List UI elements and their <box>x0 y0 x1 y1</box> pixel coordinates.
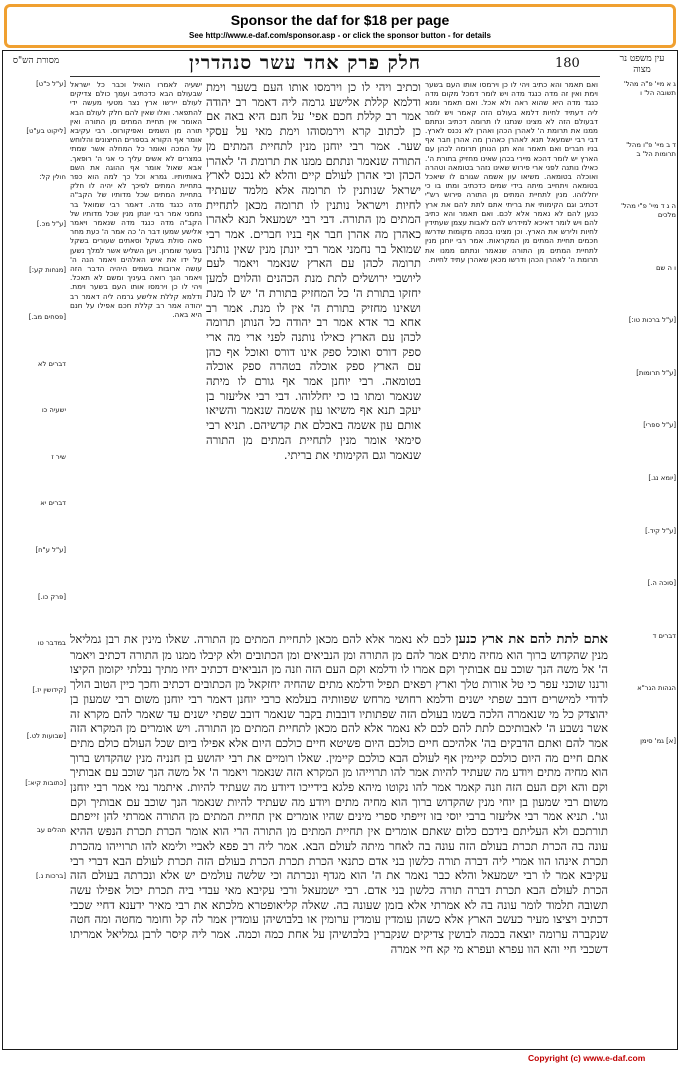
right-margin-note: [ע"ל קיד.] <box>645 526 676 535</box>
sponsor-banner[interactable] <box>4 4 676 48</box>
page-number: 180 <box>555 56 580 71</box>
copyright-notice[interactable]: Copyright (c) www.e-daf.com <box>528 1053 646 1063</box>
sponsor-banner-title[interactable]: Sponsor the daf for $18 per page <box>230 12 450 28</box>
left-margin-note: [ע"ל מכ.] <box>36 219 66 228</box>
gemara-lower-text: לכם לא נאמר אלא להם מכאן לתחיית המתים מן התורה. שאלו מינין את רבן גמליאל מנין שהקדוש ברוך הוא מחיה מתים אמר להם מן התורה ומן הנביאים ומן הכתובים ולא קיבלו ממנו מן התורה דכתיב ויאמר ה' אל משה הנך שוכב עם אבותיך וקם אמרו לו ודלמא וקם העם הזה וזנה מן הנביאים דכתיב יחיו מתיך נבלתי יקומון הקיצו ורננו שוכני עפר כי טל אורות טלך וארץ רפאים תפיל ודלמא מתים שהחיה יחזקאל מן הכתובים דכתיב וחכך כיין הטוב הולך לדודי למישרים דובב שפתי ישנים ודלמא רחושי מרחש שפוותיה בעלמא כרבי יוחנן דאמר רבי יוחנן משום רבי שמעון בן יהוצדק כל מי שנאמרה הלכה בשמו בעולם הזה שפתותיו דובבות בקבר שנאמר דובב שפתי ישנים עד שאמר להם מקרא זה אשר נשבע ה' לאבותיכם לתת להם לכם לא נאמר אלא להם מכאן לתחיית המתים מן התורה. ויש אומרים מן המקרא הזה אמר להם ואתם הדבקים בה' אלהיכם חיים כולכם היום פשיטא חיים כולכם היום אלא אפילו ביום שכל העולם כולם מתים אתם חיים מה היום כולכם קיימין אף לעולם הבא כולכם קיימין. שאלו רומיים את רבי יהושע בן חנניה מנין שהקדוש ברוך הוא מחיה מתים ויודע מה שעתיד להיות אמר להו תרוייהו מן המקרא הזה שנאמר ויאמר ה' אל משה הנך שוכב עם אבותיך וקם והא וקם העם הזה וזנה קאמר אמר להו נקוטו מיהא פלגא בידייכו דיודע מה שעתיד להיות. איתמר נמי אמר רבי יוחנן משום רבי שמעון בן יוחי מנין שהקדוש ברוך הוא מחיה מתים ויודע מה שעתיד להיות שנאמר הנך שוכב עם אבותיך וקם וגו'. תניא אמר רבי אליעזר ברבי יוסי בזו זייפתי ספרי מינים שהיו אומרים אין תחיית המתים מן התורה אמרתי להן זייפתם תורתכם ולא העליתם בידכם כלום שאתם אומרים אין תחיית המתים מן התורה הרי הוא אומר הכרת תכרת הנפש ההיא עונה בה הכרת תכרת בעולם הזה עונה בה לאחר מיתה לעולם הבא. אמר ליה רב פפא לאביי ולימא להו תרוייהו מהכרת תכרת אינהו הוו אמרי ליה דברה תורה כלשון בני אדם כתנאי הכרת תכרת הכרת בעולם הזה תכרת לעולם הבא דברי רבי עקיבא אמר לו רבי ישמעאל והלא כבר נאמר את ה' הוא מגדף ונכרתה וכי שלשה עולמים יש אלא ונכרתה בעולם הזה הכרת לעולם הבא תכרת דברה תורה כלשון בני אדם. רבי ישמעאל ורבי עקיבא מאי עבדי ביה תכרת יכול אפילו עשה תשובה תלמוד לומר עונה בה לא אמרתי אלא בזמן שעונה בה. שאלה קליאופטרא מלכתא את רבי מאיר ידענא דחיי שכבי דכתיב ויציצו מעיר כעשב הארץ אלא כשהן עומדין עומדין ערומין או בלבושיהן עומדין אמר לה קל וחומר מחטה ומה חטה שנקברה ערומה יוצאה בכמה לבושין צדיקים שנקברין בלבושיהן על אחת כמה וכמה. אמר ליה קיסר לרבן גמליאל אמריתו דשכבי חיי והא הוו עפרא ועפרא מי קא חיי אמרה <box>70 632 608 956</box>
ein-mishpat-heading: עין משפט נר מצוה <box>619 54 665 75</box>
left-margin-note: [פסחים מב.] <box>28 312 66 321</box>
left-margin-note: שיר ז <box>51 452 66 461</box>
left-margin-note: דברים לא <box>37 359 66 368</box>
tosafot-text: ואם תאמר והא כתיב ויהי לו כן וירמסו אותו העם בשער וימת ואין זה מדה כנגד מדה ויש לומר דמכל מקום מדה כנגד מדה היא שהוא ראה ולא אכל. ואם תאמר ומנא ליה דעתיד לחיות דלמא בעולם הזה קאמר ויש לומר דבעולם הזה לא מצינו שנתנו לו תרומה דכתיב ונתתם ממנו את תרומת ה' לאהרן הכהן ואהרן לא נכנס לארץ. דבי רבי ישמעאל תנא לאהרן כאהרן מה אהרן חבר אף בניו חברים ואם תאמר והא תנן הנותן תרומה לכהן עם הארץ יש לומר דהכא מיירי בכהן שאינו מחזיק בתורת ה'. כאילו נותנה לפני ארי פירוש שאינו נזהר בטומאה וטהרה ואוכלה בטומאה. משיאו עון אשמה שגורם לו שיאכל בטומאה ויתחייב מיתה בידי שמים כדכתיב ומתו בו כי יחללוהו. מנין לתחיית המתים מן התורה פירוש רש"י דכתיב וגם הקימותי את בריתי אתם לתת להם את ארץ כנען להם לא נאמר אלא לכם. ואם תאמר והא כתיב להם ויש לומר דאיכא למידרש להם לאבות עצמן שעתידין לחיות ולירש את הארץ. וכן מצינו בכמה מקומות שדרשו חכמים תחיית המתים מן המקראות. אמר רבי יוחנן מנין לתחיית המתים מן התורה שנאמר ונתתם ממנו את תרומת ה' לאהרן הכהן ודרשו מכאן שאהרן עתיד לחיות. <box>425 80 598 264</box>
left-margin-note: [ע"ל ע"ח] <box>35 545 66 554</box>
right-margin-note: הגהות הגר"א <box>637 684 676 693</box>
right-margin-note: ג א מיי' פ"ה מהל' תשובה הל' ו <box>623 80 676 97</box>
right-margin-note: דברים ד <box>652 631 676 640</box>
gemara-upper-column <box>206 80 421 628</box>
page-title: חלק פרק אחד עשר סנהדרין <box>189 52 421 74</box>
left-margin-references <box>4 80 66 1040</box>
left-margin-note: [שבועות לט.] <box>26 732 66 741</box>
tosafot-commentary <box>425 80 598 628</box>
right-margin-note: [יומא נג.] <box>648 473 676 482</box>
talmud-page <box>0 50 680 1052</box>
gemara-lower-block <box>70 632 608 1040</box>
left-margin-note: [ע"ל כ"ט] <box>36 80 66 88</box>
left-margin-note: במדבר טו <box>37 639 66 648</box>
right-margin-note: [א] גמ' סימן <box>640 736 676 745</box>
rashi-text: ישעיה לאמרו הואיל וכבר כל ישראל שבעולם הבא כדכתיב ועמך כולם צדיקים לעולם יירשו ארץ נצר מטעי מעשה ידי להתפאר. ואלו שאין להם חלק לעולם הבא האומר אין תחיית המתים מן התורה ואין תורה מן השמים ואפיקורוס. רבי עקיבא אומר אף הקורא בספרים החיצונים והלוחש על המכה ואומר כל המחלה אשר שמתי במצרים לא אשים עליך כי אני ה' רופאך. אבא שאול אומר אף ההוגה את השם באותיותיו. גמרא וכל כך למה הוא כפר בתחיית המתים לפיכך לא יהיה לו חלק בתחיית המתים שכל מדותיו של הקב"ה מדה כנגד מדה. דאמר רבי שמואל בר נחמני אמר רבי יונתן מנין שכל מדותיו של הקב"ה מדה כנגד מדה שנאמר ויאמר אלישע שמעו דבר ה' כה אמר ה' כעת מחר סאה סולת בשקל וסאתים שעורים בשקל בשער שומרון. ויען השליש אשר למלך נשען על ידו את איש האלהים ויאמר הנה ה' עושה ארובות בשמים היהיה הדבר הזה ויאמר הנך רואה בעיניך ומשם לא תאכל. ויהי לו כן וירמסו אותו העם בשער וימת. ודלמא קללת אלישע גרמה ליה דאמר רב יהודה אמר רב קללת חכם אפילו על חנם היא באה. <box>70 80 202 320</box>
masoret-hashas-heading: מסורת הש"ס <box>12 56 60 66</box>
left-margin-note: [כתובות קיא:] <box>25 778 66 787</box>
sponsor-banner-subtitle[interactable]: See http://www.e-daf.com/sponsor.asp - or click the sponsor button - for details <box>189 31 491 40</box>
right-margin-note: ד ב מיי' פ"ו מהל' תרומות הל' ב <box>626 141 676 158</box>
right-margin-note: [ע"ל ברכות טו:] <box>628 316 676 325</box>
left-margin-note: [קידושין יז.] <box>32 685 66 694</box>
right-margin-note: [ע"ל תרומות] <box>636 368 676 377</box>
left-margin-note: ישעיה כו <box>41 406 66 415</box>
gemara-lower-paragraph <box>70 632 608 956</box>
right-margin-note: [ע"ל ספרי] <box>643 421 676 430</box>
left-margin-note: חולין קל: <box>39 173 66 182</box>
right-margin-references <box>604 80 676 1040</box>
left-margin-note: [מנחות קע:] <box>29 266 66 275</box>
right-margin-note: ה ג ד מיי' פ"י מהל' מלכים <box>621 202 676 219</box>
gemara-lead-words: אתם לתת להם את ארץ כנען <box>455 632 608 647</box>
left-margin-note: [פרק כו.] <box>38 592 66 601</box>
left-margin-note: דברים יא <box>40 499 66 508</box>
header-divider <box>70 76 600 77</box>
gemara-upper-text: וכתיב ויהי לו כן וירמסו אותו העם בשער וימת ודלמא קללת אלישע גרמה ליה דאמר רב יהודה אמר רב קללת חכם אפי' על חנם היא באה אם כן לכתוב קרא וירמסוהו וימת מאי על עסקי שער. אמר רבי יוחנן מנין לתחיית המתים מן התורה שנאמר ונתתם ממנו את תרומת ה' לאהרן הכהן וכי אהרן לעולם קיים והלא לא נכנס לארץ ישראל שנותנין לו תרומה אלא מלמד שעתיד לחיות וישראל נותנין לו תרומה מכאן לתחיית המתים מן התורה. דבי רבי ישמעאל תנא לאהרן כאהרן מה אהרן חבר אף בניו חברים. אמר רבי שמואל בר נחמני אמר רבי יונתן מנין שאין נותנין תרומה לכהן עם הארץ שנאמר ויאמר לעם ליושבי ירושלים לתת מנת הכהנים והלוים למען יחזקו בתורת ה' כל המחזיק בתורת ה' יש לו מנת ושאינו מחזיק בתורת ה' אין לו מנת. אמר רב אחא בר אדא אמר רב יהודה כל הנותן תרומה לכהן עם הארץ כאילו נותנה לפני ארי מה ארי ספק דורס ואוכל ספק אינו דורס ואוכל אף כהן עם הארץ ספק אוכלה בטהרה ספק אוכלה בטומאה. רבי יוחנן אמר אף גורם לו מיתה שנאמר ומתו בו כי יחללוהו. דבי רבי אליעזר בן יעקב תנא אף משיאו עון אשמה שנאמר והשיאו אותם עון אשמה באכלם את קדשיהם. תניא רבי סימאי אומר מנין לתחיית המתים מן התורה שנאמר וגם הקימותי את בריתי. <box>206 80 421 462</box>
rashi-commentary <box>70 80 202 628</box>
left-margin-note: תהלים עב <box>36 825 66 834</box>
right-margin-note: ו ה שם <box>656 263 676 272</box>
right-margin-note: [סוכה ה.] <box>647 579 676 588</box>
left-margin-note: [ליקוט בע"ט] <box>26 126 66 135</box>
left-margin-note: [ברכות נ.] <box>35 872 66 881</box>
